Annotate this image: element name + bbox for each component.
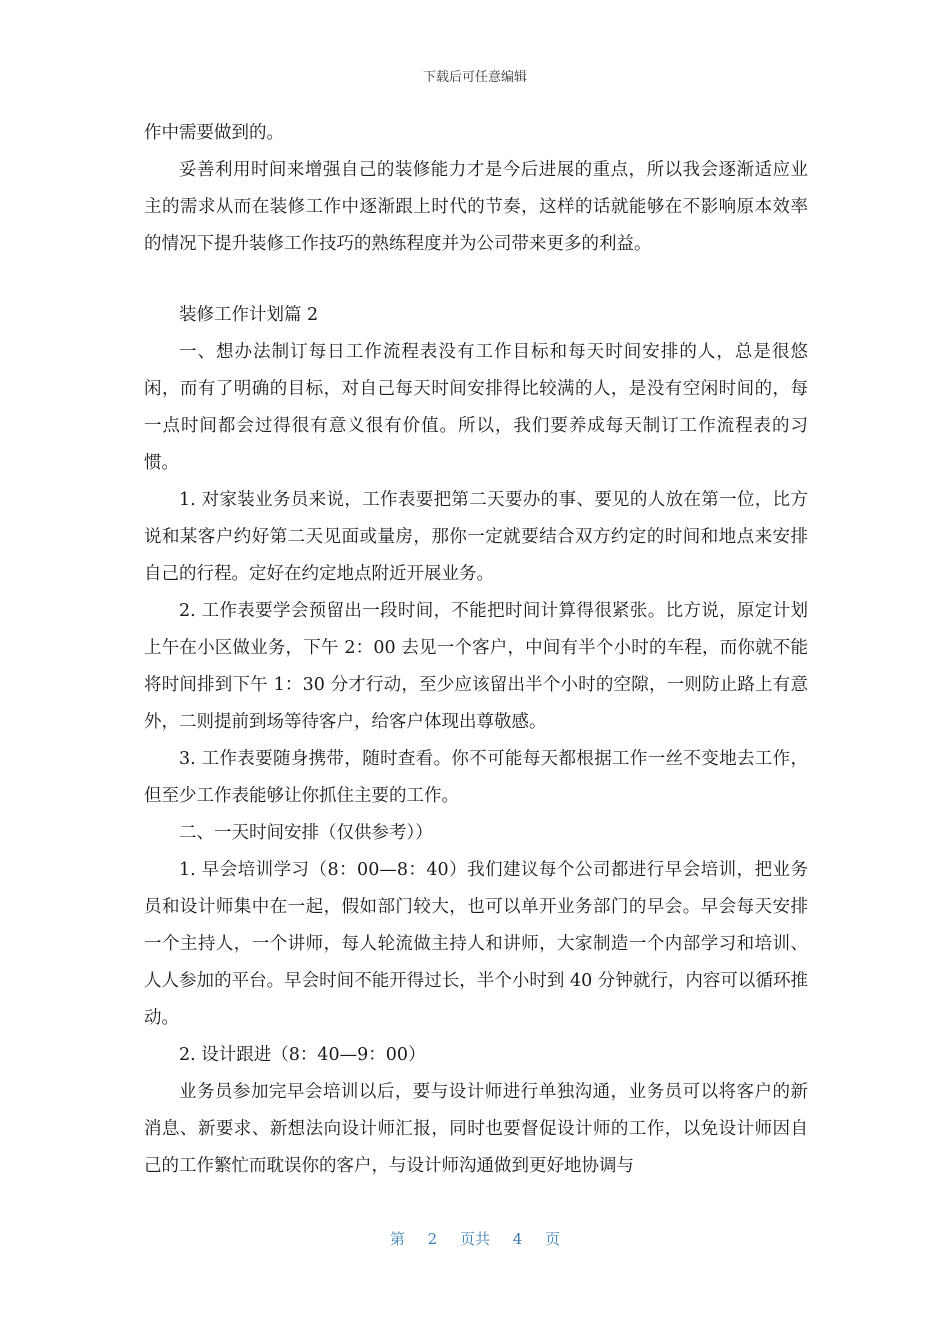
paragraph: 2. 工作表要学会预留出一段时间，不能把时间计算得很紧张。比方说，原定计划上午在小区做业务，下午 2：00 去见一个客户，中间有半个小时的车程，而你就不能将时间排到下午 1：30 分才行动，至少应该留出半个小时的空隙，一则防止路上有意外，二则提前到场等待客户，给客户体现出尊敬感。 (144, 601, 808, 732)
paragraph-continuation: 作中需要做到的。 (144, 123, 284, 143)
paragraph: 一、想办法制订每日工作流程表没有工作目标和每天时间安排的人，总是很悠闲，而有了明确的目标，对自己每天时间安排得比较满的人，是没有空闲时间的，每一点时间都会过得很有意义很有价值。所以，我们要养成每天制订工作流程表的习惯。 (144, 342, 808, 473)
footer-middle: 页共 (459, 1230, 490, 1248)
footer-current-page: 2 (427, 1230, 438, 1248)
footer-prefix: 第 (389, 1230, 405, 1248)
paragraph: 二、一天时间安排（仅供参考）） (179, 823, 433, 843)
paragraph: 1. 早会培训学习（8：00—8：40）我们建议每个公司都进行早会培训，把业务员和设计师集中在一起，假如部门较大，也可以单开业务部门的早会。早会每天安排一个主持人，一个讲师，每人轮流做主持人和讲师，大家制造一个内部学习和培训、人人参加的平台。早会时间不能开得过长，半个小时到 40 分钟就行，内容可以循环推动。 (144, 860, 808, 1028)
paragraph: 1. 对家装业务员来说，工作表要把第二天要办的事、要见的人放在第一位，比方说和某客户约好第二天见面或量房，那你一定就要结合双方约定的时间和地点来安排自己的行程。定好在约定地点附近开展业务。 (144, 490, 808, 584)
paragraph: 业务员参加完早会培训以后，要与设计师进行单独沟通，业务员可以将客户的新消息、新要求、新想法向设计师汇报，同时也要督促设计师的工作，以免设计师因自己的工作繁忙而耽误你的客户，与设计师沟通做到更好地协调与 (144, 1082, 808, 1176)
footer-total-pages: 4 (512, 1230, 523, 1248)
footer-suffix: 页 (545, 1230, 561, 1248)
page-header: 下载后可任意编辑 (422, 70, 527, 85)
page-footer (0, 1228, 950, 1249)
document-body (144, 115, 808, 1185)
paragraph: 妥善利用时间来增强自己的装修能力才是今后进展的重点，所以我会逐渐适应业主的需求从而在装修工作中逐渐跟上时代的节奏，这样的话就能够在不影响原本效率的情况下提升装修工作技巧的熟练程度并为公司带来更多的利益。 (144, 160, 808, 254)
paragraph: 2. 设计跟进（8：40—9：00） (179, 1045, 426, 1065)
paragraph: 3. 工作表要随身携带，随时查看。你不可能每天都根据工作一丝不变地去工作，但至少工作表能够让你抓住主要的工作。 (144, 749, 808, 806)
section-heading: 装修工作计划篇 2 (179, 305, 319, 325)
